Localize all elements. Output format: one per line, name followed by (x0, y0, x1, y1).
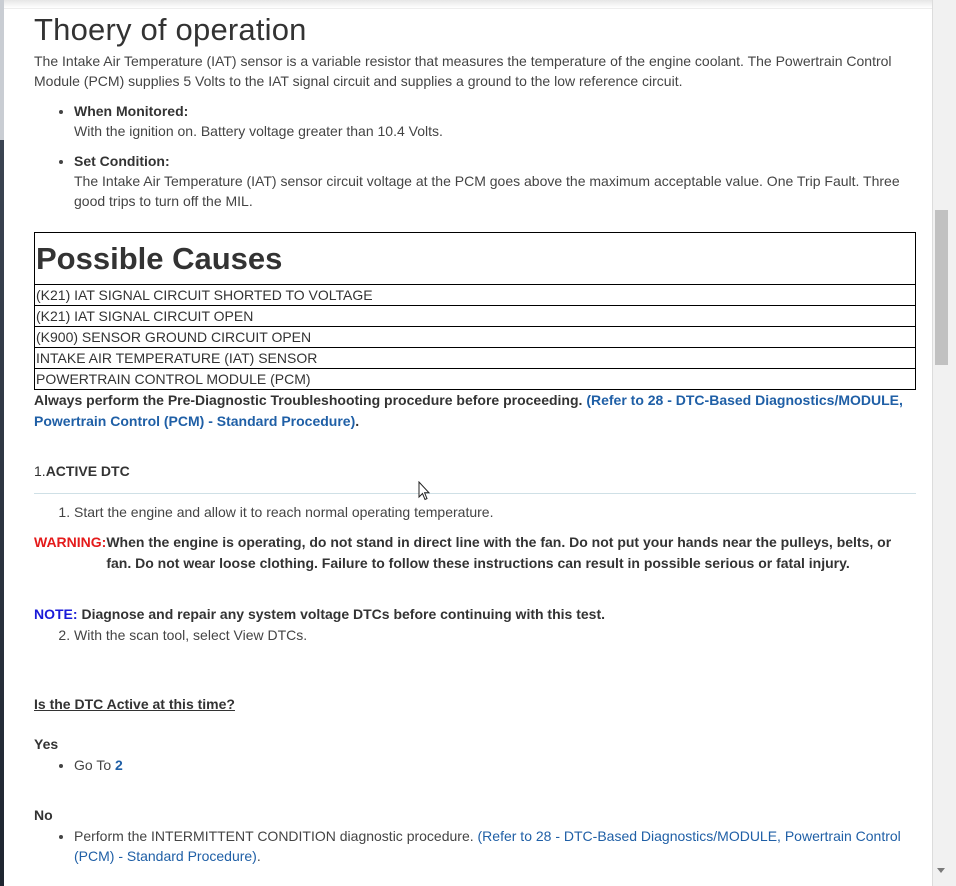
warning-text: When the engine is operating, do not stand in direct line with the fan. Do not put your hands near the pulleys, belts, or fan. Do not wear loose clothing. Failure to follow these instructions can result in possible serious or fatal injury. (106, 534, 892, 571)
diagnostic-question: Is the DTC Active at this time? (34, 696, 235, 712)
condition-item (74, 101, 916, 141)
condition-label: • When Monitored: (74, 103, 189, 119)
scroll-down-arrow-icon[interactable] (937, 868, 945, 873)
yes-action-item (74, 755, 916, 775)
cause-row: (K21) IAT SIGNAL CIRCUIT SHORTED TO VOLTAGE (35, 285, 916, 306)
condition-text: With the ignition on. Battery voltage greater than 10.4 Volts. (74, 123, 443, 139)
warning-label: WARNING: (34, 534, 107, 550)
header-shadow (4, 0, 932, 9)
condition-item (74, 151, 916, 211)
pre-diagnostic-reference-link[interactable]: (Refer to 28 - DTC-Based Diagnostics/MODULE, Powertrain Control (PCM) - Standard Procedure) (34, 392, 903, 429)
cause-row: POWERTRAIN CONTROL MODULE (PCM) (35, 369, 916, 390)
condition-label: • Set Condition: (74, 153, 170, 169)
possible-causes-heading: Possible Causes (35, 233, 916, 285)
substep-item: 2. With the scan tool, select View DTCs. (74, 625, 916, 645)
note-block (34, 604, 916, 625)
yes-label: Yes (34, 736, 59, 752)
possible-causes-table (34, 232, 916, 390)
step-name: ACTIVE DTC (45, 463, 130, 479)
step-number: 1. (34, 463, 46, 479)
goto-text: Go To (74, 757, 112, 773)
page-title: Thoery of operation (34, 12, 307, 47)
warning-block (34, 532, 916, 574)
no-action-suffix: . (256, 848, 261, 864)
pre-diagnostic-suffix: . (355, 413, 360, 429)
vertical-scrollbar[interactable] (932, 0, 956, 886)
yes-actions (34, 755, 916, 775)
pre-diagnostic-text: Always perform the Pre-Diagnostic Troubleshooting procedure before proceeding. (34, 392, 583, 408)
cause-row: INTAKE AIR TEMPERATURE (IAT) SENSOR (35, 348, 916, 369)
step-1-heading (34, 461, 916, 494)
note-text: Diagnose and repair any system voltage DTCs before continuing with this test. (81, 606, 605, 622)
substep-item: 1. Start the engine and allow it to reach normal operating temperature. (74, 502, 916, 522)
pre-diagnostic-instruction (34, 390, 916, 432)
no-actions (34, 826, 916, 866)
no-label: No (34, 807, 53, 823)
document-content (34, 10, 916, 866)
condition-text: The Intake Air Temperature (IAT) sensor circuit voltage at the PCM goes above the maximum acceptable value. One Trip Fault. Three good trips to turn off the MIL. (74, 173, 900, 209)
document-page (4, 0, 932, 886)
substep-list (34, 502, 916, 522)
no-action-item (74, 826, 916, 866)
substep-list (34, 625, 916, 645)
mouse-pointer-icon (418, 481, 430, 501)
note-label: NOTE: (34, 606, 78, 622)
scrollbar-thumb[interactable] (935, 210, 948, 365)
intermittent-reference-link[interactable]: (Refer to 28 - DTC-Based Diagnostics/MODULE, Powertrain Control (PCM) - Standard Procedure) (74, 828, 901, 864)
no-action-text: Perform the INTERMITTENT CONDITION diagnostic procedure. (74, 828, 474, 844)
goto-step-link[interactable]: 2 (115, 757, 123, 773)
cause-row: (K900) SENSOR GROUND CIRCUIT OPEN (35, 327, 916, 348)
conditions-list (34, 101, 916, 211)
intro-paragraph: The Intake Air Temperature (IAT) sensor is a variable resistor that measures the temperature of the engine coolant. The Powertrain Control Module (PCM) supplies 5 Volts to the IAT signal circuit and supplies a ground to the low reference circuit. (34, 53, 892, 89)
cause-row: (K21) IAT SIGNAL CIRCUIT OPEN (35, 306, 916, 327)
